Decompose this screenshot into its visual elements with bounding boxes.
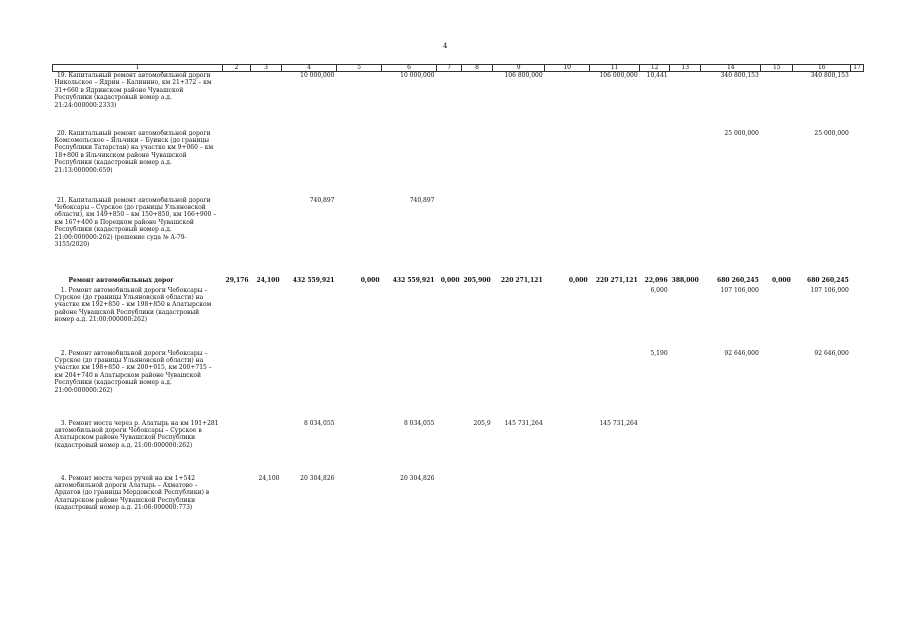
table-row [53, 420, 864, 475]
cell-c14: 388,000 [671, 276, 699, 284]
cell-c4 [251, 287, 282, 350]
cell-c3 [223, 350, 251, 420]
cell-c17 [793, 197, 851, 277]
cell-c5: 740,897 [309, 196, 335, 204]
cell-c8 [437, 72, 462, 130]
cell-c9: 205,9 [473, 419, 491, 427]
cell-c16 [761, 287, 793, 350]
cell-c14 [670, 350, 701, 420]
column-number: 12 [640, 65, 670, 72]
cell-c17 [793, 420, 851, 475]
row-text: Капитальный ремонт автомобильной дороги Комсомольское – Яльчики – Буинск (до границы Республики Татарстан) на участке км 9+060 – км 18+800 в Яльчикском районе Чувашской Республики (кадастровый номер а.д. 21:13:000000:659) [54, 129, 214, 174]
row-description [53, 350, 223, 420]
cell-c12 [590, 197, 640, 277]
row-text: Ремонт автомобильной дороги Чебоксары – Сурское (до границы Ульяновской области) на участке км 198+850 – км 200+015, км 200+715 – км 204+740 в Алатырском районе Чувашской Республики (кадастровый номер а.д. 21:00:000000:262) [54, 349, 212, 394]
column-number: 5 [337, 65, 382, 72]
cell-c4 [251, 72, 282, 130]
cell-c17 [793, 475, 851, 535]
column-number: 16 [793, 65, 851, 72]
column-number: 9 [493, 65, 545, 72]
cell-c15: 92 646,000 [724, 349, 759, 357]
cell-c7 [382, 350, 437, 420]
row-description [53, 72, 223, 130]
cell-c3 [223, 475, 251, 535]
cell-c11 [545, 475, 590, 535]
cell-c12 [590, 130, 640, 197]
cell-c5: 10 000,000 [300, 72, 335, 79]
column-number: 17 [851, 65, 864, 72]
table-row [53, 475, 864, 535]
cell-c14 [670, 197, 701, 277]
row-text: Ремонт автомобильных дорог [68, 276, 174, 284]
cell-c16 [761, 130, 793, 197]
table-row [53, 350, 864, 420]
row-index: 20. [56, 129, 67, 137]
row-description [53, 420, 223, 475]
row-index: 3. [60, 419, 67, 427]
cell-c7 [382, 287, 437, 350]
cell-c5 [282, 350, 337, 420]
cell-c10 [493, 130, 545, 197]
cell-c15: 25 000,000 [724, 129, 759, 137]
column-number: 7 [437, 65, 462, 72]
row-text: Капитальный ремонт автомобильной дороги Никольское – Ядрин – Калинино, км 21+372 – км 31+660 в Ядринском районе Чувашской Республики (кадастровый номер а.д. 21:24:000000:2333) [54, 72, 212, 109]
cell-c3 [223, 130, 251, 197]
cell-c9 [462, 197, 493, 277]
table-row [53, 72, 864, 130]
column-number: 11 [590, 65, 640, 72]
cell-c15 [701, 475, 761, 535]
cell-c9 [462, 130, 493, 197]
cell-c17: 25 000,000 [814, 129, 849, 137]
row-index: 2. [60, 349, 67, 357]
cell-c8: 0,000 [440, 276, 460, 284]
cell-c12 [590, 287, 640, 350]
cell-c6 [337, 350, 382, 420]
cell-c4 [251, 197, 282, 277]
cell-c16 [761, 475, 793, 535]
cell-c9 [462, 475, 493, 535]
cell-c8 [437, 350, 462, 420]
cell-c13: 22,096 [644, 276, 668, 284]
cell-c10 [493, 287, 545, 350]
cell-c4 [251, 130, 282, 197]
cell-c13: 10,441 [646, 72, 668, 79]
cell-c7: 8 034,055 [403, 419, 435, 427]
column-number: 2 [223, 65, 251, 72]
cell-c12: 106 000,000 [599, 72, 638, 79]
cell-c9: 205,900 [463, 276, 491, 284]
cell-c14 [670, 420, 701, 475]
cell-c10 [493, 475, 545, 535]
cell-c15: 340 800,153 [720, 72, 759, 79]
cell-c10: 220 271,121 [500, 276, 543, 284]
cell-c15: 680 260,245 [717, 276, 759, 284]
cell-c8 [437, 475, 462, 535]
cell-c5: 8 034,055 [303, 419, 335, 427]
cell-c8 [437, 197, 462, 277]
table-row [53, 277, 864, 287]
cell-c4: 24,100 [256, 276, 280, 284]
cell-c16 [761, 420, 793, 475]
cell-c15 [701, 197, 761, 277]
table-body [53, 65, 864, 535]
cell-c7: 10 000,000 [400, 72, 435, 79]
cell-c7: 432 559,921 [392, 276, 435, 284]
data-table [52, 64, 864, 535]
cell-c4 [251, 420, 282, 475]
cell-c16: 0,000 [771, 276, 791, 284]
column-number: 6 [382, 65, 437, 72]
cell-c13: 6,000 [650, 286, 668, 294]
cell-c3 [223, 287, 251, 350]
cell-c17: 92 646,000 [814, 349, 849, 357]
cell-c4: 24,100 [258, 474, 280, 482]
cell-c16 [761, 197, 793, 277]
table-row [53, 130, 864, 197]
cell-c7: 740,897 [409, 196, 435, 204]
cell-c3 [223, 72, 251, 130]
cell-c9 [462, 350, 493, 420]
table-row [53, 197, 864, 277]
cell-c9 [462, 72, 493, 130]
row-text: Ремонт моста через р. Алатырь на км 191+281 автомобильной дороги Чебоксары – Сурское в Алатырском районе Чувашской Республики (кадастровый номер а.д. 21:00:000000:262) [54, 419, 219, 449]
cell-c16 [761, 72, 793, 130]
cell-c13 [640, 420, 670, 475]
column-number: 13 [670, 65, 701, 72]
page-number: 4 [443, 42, 448, 50]
cell-c12 [590, 350, 640, 420]
row-description [53, 277, 223, 287]
cell-c10: 145 731,264 [504, 419, 543, 427]
cell-c13 [640, 475, 670, 535]
cell-c3 [223, 420, 251, 475]
cell-c15: 107 106,000 [720, 286, 759, 294]
cell-c9 [462, 287, 493, 350]
cell-c13 [640, 197, 670, 277]
column-number: 8 [462, 65, 493, 72]
cell-c13 [640, 130, 670, 197]
cell-c10: 106 800,000 [504, 72, 543, 79]
row-description [53, 475, 223, 535]
cell-c5 [282, 130, 337, 197]
column-number: 15 [761, 65, 793, 72]
cell-c5: 20 304,826 [300, 474, 335, 482]
cell-c11 [545, 287, 590, 350]
cell-c8 [437, 287, 462, 350]
row-index: 19. [56, 72, 67, 79]
cell-c11 [545, 420, 590, 475]
cell-c5 [282, 287, 337, 350]
cell-c8 [437, 420, 462, 475]
row-index: 21. [56, 196, 67, 204]
cell-c7: 20 304,826 [400, 474, 435, 482]
row-text: Ремонт моста через ручей на км 1+542 автомобильной дороги Алатырь – Ахматово – Ардатов (до границы Мордовской Республики) в Алатырском районе Чувашской Республики (кадастровый номер а.д. 21:06:000000:773) [54, 474, 210, 512]
cell-c7 [382, 130, 437, 197]
cell-c14 [670, 72, 701, 130]
cell-c3: 29,176 [225, 276, 249, 284]
cell-c6 [337, 72, 382, 130]
cell-c12: 145 731,264 [599, 419, 638, 427]
row-text: Ремонт автомобильной дороги Чебоксары – Сурское (до границы Ульяновской области) на участке км 192+850 – км 198+850 в Алатырском районе Чувашской Республики (кадастровый номер а.д. 21:00:000000:262) [54, 286, 212, 324]
column-number-row [53, 65, 864, 72]
cell-c11 [545, 197, 590, 277]
cell-c3 [223, 197, 251, 277]
cell-c16 [761, 350, 793, 420]
cell-c5: 432 559,921 [292, 276, 335, 284]
column-number: 1 [53, 65, 223, 72]
cell-c10 [493, 197, 545, 277]
row-description [53, 130, 223, 197]
cell-c11 [545, 350, 590, 420]
cell-c17: 107 106,000 [810, 286, 849, 294]
cell-c14 [670, 475, 701, 535]
cell-c11 [545, 72, 590, 130]
cell-c12 [590, 475, 640, 535]
column-number: 10 [545, 65, 590, 72]
cell-c17: 680 260,245 [807, 276, 849, 284]
cell-c12: 220 271,121 [595, 276, 638, 284]
cell-c15 [701, 420, 761, 475]
row-index: 1. [60, 286, 67, 294]
cell-c17: 340 800,153 [810, 72, 849, 79]
cell-c11: 0,000 [568, 276, 588, 284]
cell-c6: 0,000 [360, 276, 380, 284]
row-description [53, 287, 223, 350]
row-text: Капитальный ремонт автомобильной дороги Чебоксары – Сурское (до границы Ульяновской области), км 149+850 – км 150+850, км 166+900 – км 167+400 в Порецком районе Чувашской Республики (кадастровый номер а.д. 21:00:000000:262) (решение суда № А-79-3155/2020) [54, 196, 217, 248]
cell-c10 [493, 350, 545, 420]
cell-c13: 5,190 [650, 349, 668, 357]
column-number: 3 [251, 65, 282, 72]
cell-c6 [337, 420, 382, 475]
cell-c14 [670, 130, 701, 197]
table-row [53, 287, 864, 350]
row-description [53, 197, 223, 277]
column-number: 4 [282, 65, 337, 72]
cell-c6 [337, 130, 382, 197]
row-index: 4. [60, 474, 67, 482]
cell-c6 [337, 475, 382, 535]
cell-c6 [337, 287, 382, 350]
cell-c14 [670, 287, 701, 350]
cell-c8 [437, 130, 462, 197]
cell-c4 [251, 350, 282, 420]
cell-c11 [545, 130, 590, 197]
cell-c6 [337, 197, 382, 277]
column-number: 14 [701, 65, 761, 72]
